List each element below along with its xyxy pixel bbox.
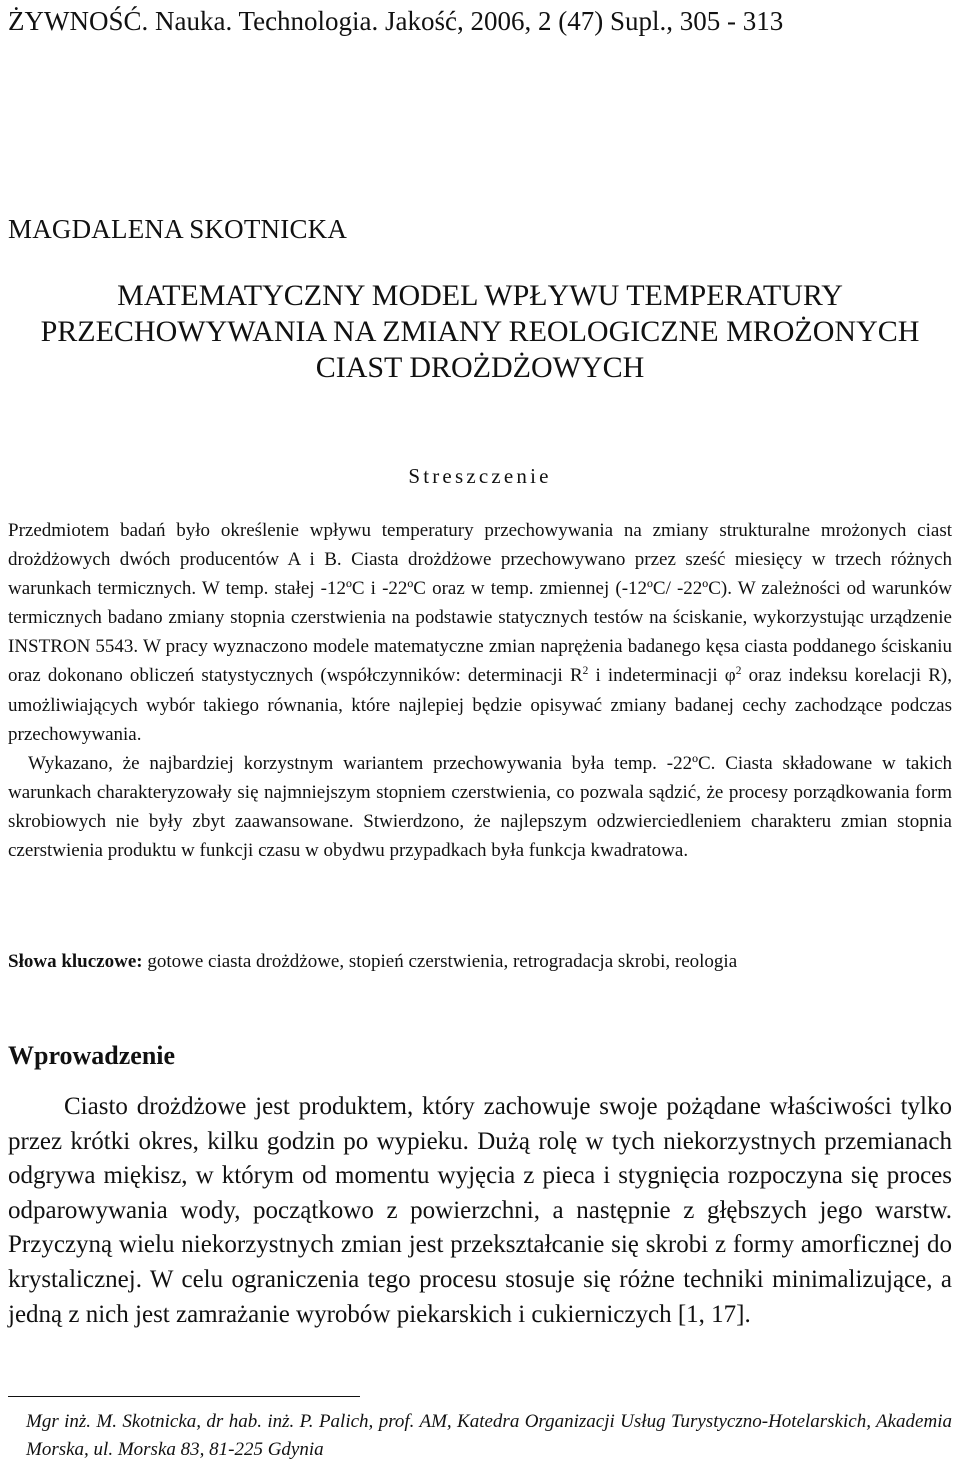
abstract-body [8,516,952,865]
r-squared-superscript: 2 [582,665,589,678]
journal-header: ŻYWNOŚĆ. Nauka. Technologia. Jakość, 2006, 2 (47) Supl., 305 - 313 [8,6,784,36]
title-line-3: CIAST DROŻDŻOWYCH [315,351,645,384]
article-title [0,278,960,386]
author-affiliation-footnote: Mgr inż. M. Skotnicka, dr hab. inż. P. Palich, prof. AM, Katedra Organizacji Usług Turystyczno-Hotelarskich, Akademia Morska, ul. Morska 83, 81-225 Gdynia [26,1411,952,1460]
footnote-divider [8,1396,360,1397]
abstract-paragraph-1 [8,516,952,749]
introduction-heading: Wprowadzenie [8,1041,176,1070]
introduction-body [8,1090,952,1332]
title-line-1: MATEMATYCZNY MODEL WPŁYWU TEMPERATURY [117,279,843,312]
keywords [8,948,737,976]
abstract-text-part-3: oraz indeksu korelacji R), umożliwiających wybór takiego równania, które najlepiej będzie opisywać zmiany badanej cechy zachodzące podczas przechowywania. [8,665,953,745]
abstract-text-part-1: Przedmiotem badań było określenie wpływu temperatury przechowywania na zmiany strukturalne mrożonych ciast drożdżowych dwóch producentów A i B. Ciasta drożdżowe przechowywano przez sześć miesięcy w trzech różnych warunkach termicznych. W temp. stałej -12ºC i -22ºC oraz w temp. zmiennej (-12ºC/ -22ºC). W zależności od warunków termicznych badano zmiany stopnia czerstwienia na podstawie statycznych testów na ściskanie, wykorzystując urządzenie INSTRON 5543. W pracy wyznaczono modele matematyczne zmian naprężenia badanego kęsa ciasta poddanego ściskaniu oraz dokonano obliczeń statystycznych (współczynników: determinacji R [8,520,952,687]
introduction-paragraph: Ciasto drożdżowe jest produktem, który zachowuje swoje pożądane właściwości tylko przez krótki okres, kilku godzin po wypieku. Dużą rolę w tych niekorzystnych przemianach odgrywa miękisz, w którym od momentu wyjęcia z pieca i stygnięcia rozpoczyna się proces odparowywania wody, początkowo z powierzchni, a następnie z głębszych jego warstw. Przyczyną wielu niekorzystnych zmian jest przekształcanie się skrobi z formy amorficznej do krystalicznej. W celu ograniczenia tego procesu stosuje się różne techniki minimalizujące, a jedną z nich jest zamrażanie wyrobów piekarskich i cukierniczych [1, 17]. [8,1093,952,1328]
author-name: MAGDALENA SKOTNICKA [8,214,348,244]
abstract-heading: Streszczenie [408,464,552,488]
keywords-label: Słowa kluczowe: [8,951,143,972]
title-line-2: PRZECHOWYWANIA NA ZMIANY REOLOGICZNE MROŻONYCH [40,315,920,348]
abstract-paragraph-2: Wykazano, że najbardziej korzystnym wariantem przechowywania była temp. -22ºC. Ciasta składowane w takich warunkach charakteryzowały się najmniejszym stopniem czerstwienia, co pozwala sądzić, że procesy porządkowania form skrobiowych nie były zbyt zaawansowane. Stwierdzono, że najlepszym odzwierciedleniem charakteru zmian stopnia czerstwienia produktu w funkcji czasu w obydwu przypadkach była funkcja kwadratowa. [8,752,952,862]
phi-squared-superscript: 2 [735,665,742,678]
keywords-text: gotowe ciasta drożdżowe, stopień czerstwienia, retrogradacja skrobi, reologia [142,951,738,972]
abstract-text-part-2: i indeterminacji φ [588,665,736,687]
